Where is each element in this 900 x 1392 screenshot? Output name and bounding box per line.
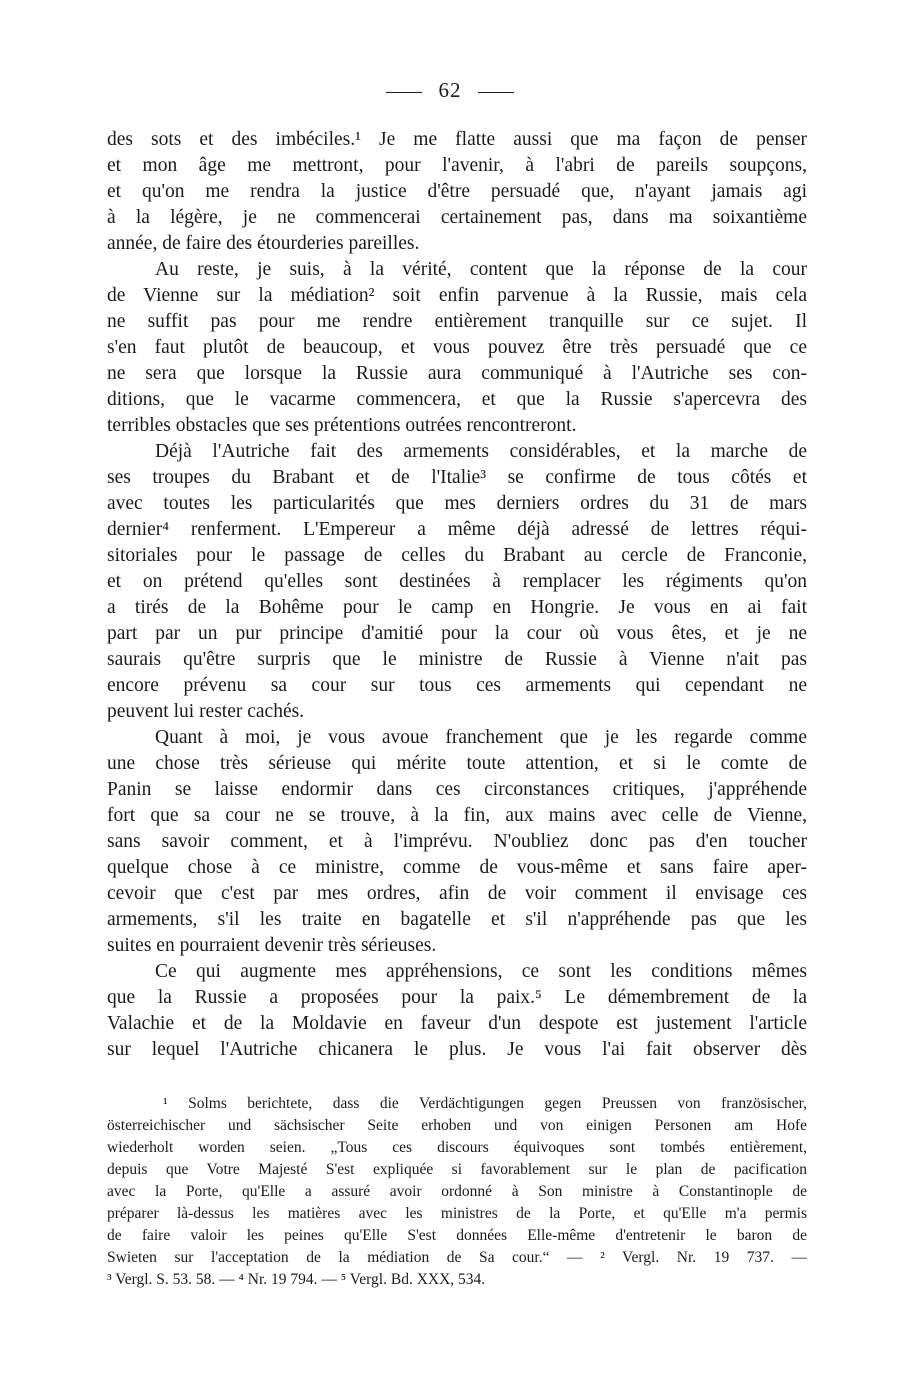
- body-line: suites en pourraient devenir très sérieuses.: [107, 935, 437, 956]
- footnote-line: avec la Porte, qu'Elle a assuré avoir ordonné à Son ministre à Constantinople de: [107, 1183, 807, 1200]
- body-line: sitoriales pour le passage de celles du Brabant au cercle de Franconie,: [107, 545, 807, 566]
- body-line: quelque chose à ce ministre, comme de vous-même et sans faire aper-: [107, 857, 807, 878]
- footnote-line: wiederholt worden seien. „Tous ces discours équivoques sont tombés entièrement,: [107, 1139, 807, 1156]
- body-line: Quant à moi, je vous avoue franchement que je les regarde comme: [155, 727, 807, 748]
- body-line: année, de faire des étourderies pareilles.: [107, 233, 420, 254]
- body-line: ditions, que le vacarme commencera, et que la Russie s'apercevra des: [107, 389, 807, 410]
- body-line: Valachie et de la Moldavie en faveur d'un despote est justement l'article: [107, 1013, 807, 1034]
- body-line: dernier⁴ renferment. L'Empereur a même déjà adressé de lettres réqui-: [107, 519, 807, 540]
- body-line: et on prétend qu'elles sont destinées à remplacer les régiments qu'on: [107, 571, 807, 592]
- page-number-text: 62: [438, 78, 462, 102]
- footnotes: [107, 1093, 807, 1291]
- body-line: part par un pur principe d'amitié pour la cour où vous êtes, et je ne: [107, 623, 807, 644]
- body-line: et qu'on me rendra la justice d'être persuadé que, n'ayant jamais agi: [107, 181, 807, 202]
- body-line: avec toutes les particularités que mes derniers ordres du 31 de mars: [107, 493, 807, 514]
- body-line: ne sera que lorsque la Russie aura communiqué à l'Autriche ses con-: [107, 363, 807, 384]
- footnote-line: ³ Vergl. S. 53. 58. — ⁴ Nr. 19 794. — ⁵ Vergl. Bd. XXX, 534.: [107, 1271, 486, 1288]
- body-line: Déjà l'Autriche fait des armements considérables, et la marche de: [155, 441, 807, 462]
- body-line: Au reste, je suis, à la vérité, content que la réponse de la cour: [155, 259, 807, 280]
- body-line: sur lequel l'Autriche chicanera le plus. Je vous l'ai fait observer dès: [107, 1039, 807, 1060]
- footnote-line: ¹ Solms berichtete, dass die Verdächtigungen gegen Preussen von französischer,: [163, 1095, 807, 1112]
- footnote-line: Swieten sur l'acceptation de la médiation de Sa cour.“ — ² Vergl. Nr. 19 737. —: [107, 1249, 807, 1266]
- body-line: ses troupes du Brabant et de l'Italie³ se confirme de tous côtés et: [107, 467, 807, 488]
- body-line: une chose très sérieuse qui mérite toute attention, et si le comte de: [107, 753, 807, 774]
- body-line: encore prévenu sa cour sur tous ces armements qui cependant ne: [107, 675, 807, 696]
- body-line: saurais qu'être surpris que le ministre de Russie à Vienne n'ait pas: [107, 649, 807, 670]
- body-line: à la légère, je ne commencerai certainement pas, dans ma soixantième: [107, 207, 807, 228]
- page-number-dash-left: [386, 92, 422, 93]
- body-line: s'en faut plutôt de beaucoup, et vous pouvez être très persuadé que ce: [107, 337, 807, 358]
- page-number-dash-right: [478, 92, 514, 93]
- body-line: armements, s'il les traite en bagatelle et s'il n'appréhende pas que les: [107, 909, 807, 930]
- body-line: que la Russie a proposées pour la paix.⁵ Le démembrement de la: [107, 987, 807, 1008]
- body-line: terribles obstacles que ses prétentions outrées rencontreront.: [107, 415, 577, 436]
- body-line: des sots et des imbéciles.¹ Je me flatte aussi que ma façon de penser: [107, 129, 807, 150]
- body-line: fort que sa cour ne se trouve, à la fin, aux mains avec celle de Vienne,: [107, 805, 807, 826]
- body-line: peuvent lui rester cachés.: [107, 701, 305, 722]
- footnote-line: depuis que Votre Majesté S'est expliquée si favorablement sur le plan de pacification: [107, 1161, 807, 1178]
- footnote-line: österreichischer und sächsischer Seite erhoben und von einigen Personen am Hofe: [107, 1117, 807, 1134]
- body-line: a tirés de la Bohême pour le camp en Hongrie. Je vous en ai fait: [107, 597, 807, 618]
- footnote-line: de faire valoir les peines qu'Elle S'est données Elle-même d'entretenir le baron de: [107, 1227, 807, 1244]
- body-line: ne suffit pas pour me rendre entièrement tranquille sur ce sujet. Il: [107, 311, 807, 332]
- footnote-line: préparer là-dessus les matières avec les ministres de la Porte, et qu'Elle m'a permis: [107, 1205, 807, 1222]
- body-text: [107, 127, 807, 1063]
- body-line: sans savoir comment, et à l'imprévu. N'oubliez donc pas d'en toucher: [107, 831, 807, 852]
- body-line: cevoir que c'est par mes ordres, afin de voir comment il envisage ces: [107, 883, 807, 904]
- body-line: Ce qui augmente mes appréhensions, ce sont les conditions mêmes: [155, 961, 807, 982]
- body-line: Panin se laisse endormir dans ces circonstances critiques, j'appréhende: [107, 779, 807, 800]
- body-line: de Vienne sur la médiation² soit enfin parvenue à la Russie, mais cela: [107, 285, 807, 306]
- body-line: et mon âge me mettront, pour l'avenir, à l'abri de pareils soupçons,: [107, 155, 807, 176]
- page-number: [0, 78, 900, 103]
